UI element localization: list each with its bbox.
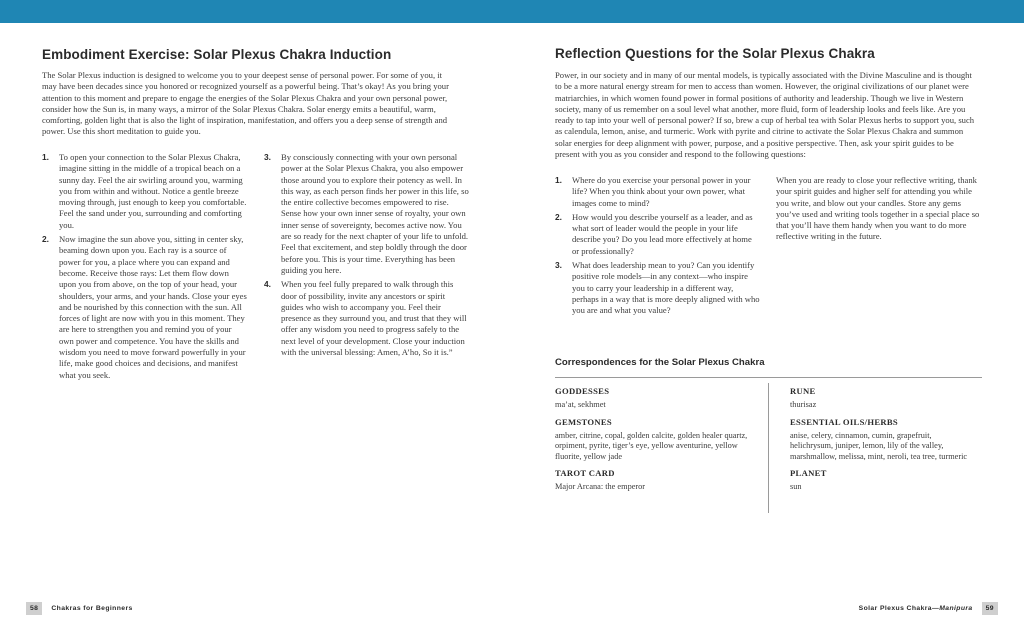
step-item: 1. To open your connection to the Solar Plexus Chakra, imagine sitting in the middle of a tropical beach on a sunny day. Feel the air swirling around you, warming you from within and without. Notice a gentle breeze moving through, just enough to keep you comfortable. Feel the sand under you, surrounding and comforting you. — [42, 152, 247, 230]
right-page — [512, 23, 1024, 632]
correspondence-text: thurisaz — [790, 400, 817, 409]
correspondence-label: GODDESSES — [555, 386, 610, 396]
correspondence-label: RUNE — [790, 386, 816, 396]
correspondences-column-2 — [790, 380, 970, 493]
correspondence-text: Major Arcana: the emperor — [555, 482, 646, 492]
correspondence-label: GEMSTONES — [555, 416, 612, 427]
closing-paragraph: When you are ready to close your reflective writing, thank your spirit guides and higher self for attending you while you write, and blow out your candles. Store any gems you’ve used and writing tools together in a special place so that you’ll have them handy when you want to do more reflective writing in the future. — [776, 175, 980, 242]
left-page — [0, 23, 512, 632]
page-number-right: 59 — [982, 602, 998, 615]
correspondence-label: PLANET — [790, 468, 827, 479]
correspondences-column-1 — [555, 380, 761, 493]
reflection-heading: Reflection Questions for the Solar Plexus Chakra — [555, 46, 875, 61]
steps-column-2 — [264, 152, 469, 361]
running-head-left: Chakras for Beginners — [51, 605, 133, 612]
question-item: 1. Where do you exercise your personal power in your life? When you think about your own power, what images come to mind? — [555, 175, 751, 208]
exercise-heading: Embodiment Exercise: Solar Plexus Chakra Induction — [42, 47, 392, 62]
correspondence-label: ESSENTIAL OILS/HERBS — [790, 416, 898, 427]
reflection-intro: Power, in our society and in many of our mental models, is typically associated with the Divine Masculine and is thought to be a more natural energy stream for men to access than women. However, the original civilizations of our planet were matriarchies, in which women found power in formal positions of authority and leadership. Though we live in Western society, many of us remember on a soul level what another, more fluid, form of leadership looks and feels like. Are you ready to tap into your well of personal power? If so, brew a cup of herbal tea with Solar Plexus herbs to support you, such as calendula, lemon, anise, and turmeric. Work with pyrite and citrine to activate the Solar Plexus Chakra and summon solar energies for deep alignment with power, purpose, and a positive perspective. Then, ask your spirit guides to be present with you as you consider and respond to the following questions: — [555, 70, 975, 160]
step-item: 3. By consciously connecting with your own personal power at the Solar Plexus Chakra, you also empower those around you to explore their potency as well. In this way, as each person finds her power in this life, so the entire collective becomes empowered to rise. Sense how your own inner sense of royalty, your own inner sense of sovereignty, becomes active now. You are so ready for the next chapter of your life to unfold. Feel that excitement, and step boldly through the door before you. This is your time. Everything has been guiding you here. — [264, 152, 469, 275]
step-item: 2. Now imagine the sun above you, sitting in center sky, beaming down upon you. Each ray is a source of power for you, a place where you can expand and become. Receive those rays: Let them flow down upon you from above, on the top of your head, your shoulders, your arms, and your hands. Close your eyes and be nourished by this connection with the sun. All forces of light are now with you in this moment. They are here to strengthen you and remind you of your own power and competence. You have the skills and wisdom you need to move forward powerfully in your life, make good choices and decisions, and manifest what you seek. — [42, 234, 247, 380]
correspondences-rule — [555, 377, 982, 378]
question-item: 2. How would you describe yourself as a leader, and as what sort of leader would the people in your life describe you? Do you lead more effectively at home or professionally? — [555, 211, 753, 256]
step-item: 4. When you feel fully prepared to walk through this door of possibility, invite any ancestors or spirit guides who wish to accompany you. Feel their presence as they surround you, and trust that they will offer any wisdom you need to progress safely to the next level of your development. Close your induction with the universal blessing: Amen, A’ho, So it is.” — [264, 279, 467, 358]
reflection-questions — [555, 175, 760, 320]
exercise-intro: The Solar Plexus induction is designed to welcome you to your deepest sense of personal power. For some of you, it may have been decades since you honored or recognized yourself as a powerful being. That’s okay! As you bring your attention to this moment and prepare to engage the energies of the Solar Plexus Chakra and your own personal power, consider how the Sun is, in many ways, a mirror of the Solar Plexus Chakra. Solar energy emits a beautiful, warm, comforting, golden light that is also the light of inspiration, manifestation, and offers you a deep sense of strength and power. Use this short meditation to guide you. — [42, 70, 449, 137]
top-color-band — [0, 0, 1024, 23]
correspondence-label: TAROT CARD — [555, 468, 615, 479]
steps-column-1 — [42, 152, 247, 384]
correspondences-divider — [768, 383, 769, 513]
right-footer — [859, 602, 998, 615]
running-head-right-italic: Manipura — [939, 605, 973, 612]
correspondence-text: amber, citrine, copal, golden calcite, golden healer quartz, orpiment, pyrite, tiger’s eye, yellow aventurine, yellow fluorite, yellow jade — [555, 430, 748, 461]
correspondence-text: ma’at, sekhmet — [555, 400, 606, 409]
page-number-left: 58 — [26, 602, 42, 615]
running-head-right: Solar Plexus Chakra— — [858, 605, 940, 612]
correspondence-text: sun — [790, 482, 802, 492]
question-item: 3. What does leadership mean to you? Can you identify positive role models—in any context—who inspire you to carry your leadership in a different way, perhaps in a way that is more deeply aligned with who you are and what you value? — [555, 260, 760, 316]
correspondences-heading: Correspondences for the Solar Plexus Chakra — [555, 357, 765, 368]
left-footer — [26, 602, 133, 615]
correspondence-text: anise, celery, cinnamon, cumin, grapefruit, helichrysum, juniper, lemon, lily of the valley, marshmallow, melissa, mint, neroli, tea tree, turmeric — [790, 430, 968, 461]
